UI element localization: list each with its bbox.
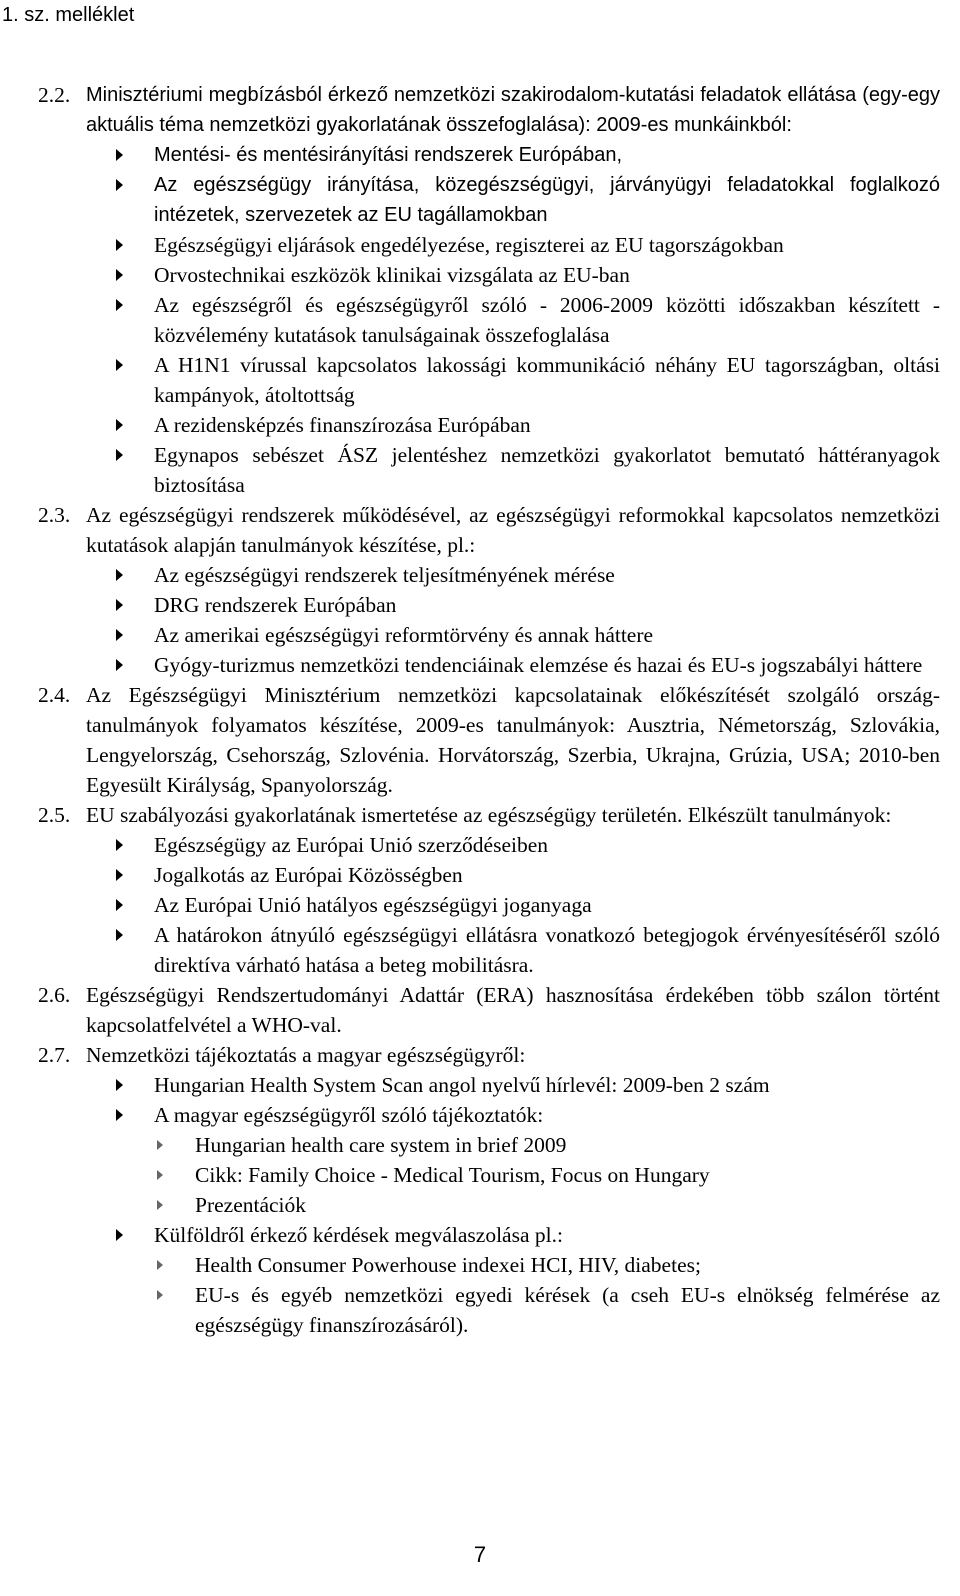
list-item-text: Az egészségügy irányítása, közegészségügyi, járványügyi feladatokkal foglalkozó intézetek, szervezetek az EU tagállamokban [154,174,940,226]
list-item [154,1070,940,1100]
list-item-text: Az amerikai egészségügyi reformtörvény és annak háttere [154,623,654,647]
list-item [154,620,940,650]
section-text: Nemzetközi tájékoztatás a magyar egészségügyről: [86,1043,526,1067]
section-text: EU szabályozási gyakorlatának ismertetése az egészségügy területén. Elkészült tanulmányok: [86,803,892,827]
section-number: 2.5. [38,803,71,827]
arrow-bullet-icon [116,149,123,161]
section-number: 2.3. [38,503,71,527]
arrow-bullet-icon [116,1109,123,1121]
list-item-text: Egynapos sebészet ÁSZ jelentéshez nemzetközi gyakorlatot bemutató háttéranyagok biztosítása [154,443,940,497]
list-item [154,290,940,350]
arrow-bullet-icon [157,1200,163,1210]
sub-list-item [195,1160,940,1190]
list-item-text: Egészségügy az Európai Unió szerződéseiben [154,833,549,857]
list-item [154,830,940,860]
section-number: 2.6. [38,983,71,1007]
sub-list-item-text: Prezentációk [195,1193,307,1217]
list-item-text: A H1N1 vírussal kapcsolatos lakossági kommunikáció néhány EU tagországban, oltási kampányok, átoltottság [154,353,940,407]
arrow-bullet-icon [116,1079,123,1091]
list-item [154,350,940,410]
list-item-text: Egészségügyi eljárások engedélyezése, regiszterei az EU tagországokban [154,233,784,257]
arrow-bullet-icon [116,869,123,881]
arrow-bullet-icon [157,1140,163,1150]
list-item-text: A rezidensképzés finanszírozása Európában [154,413,531,437]
list-item-text: Hungarian Health System Scan angol nyelvű hírlevél: 2009-ben 2 szám [154,1073,770,1097]
arrow-bullet-icon [157,1170,163,1180]
list-item-text: Az egészségről és egészségügyről szóló - 2006-2009 közötti időszakban készített - közvélemény kutatások tanulságainak összefoglalása [154,293,940,347]
document-body [0,80,960,1340]
arrow-bullet-icon [116,1229,123,1241]
arrow-bullet-icon [157,1290,163,1300]
section [0,500,960,680]
section-text: Minisztériumi megbízásból érkező nemzetközi szakirodalom-kutatási feladatok ellátása (egy-egy aktuális téma nemzetközi gyakorlatának összefoglalása): 2009-es munkáinkból: [86,84,940,136]
section-number: 2.2. [38,83,71,107]
list-item [154,1220,940,1250]
sub-list-item [195,1190,940,1220]
list-item-text: Mentési- és mentésirányítási rendszerek Európában, [154,144,623,166]
section [0,1040,960,1340]
list-item [154,920,940,980]
list-item-text: Orvostechnikai eszközök klinikai vizsgálata az EU-ban [154,263,630,287]
section-text: Az Egészségügyi Minisztérium nemzetközi kapcsolatainak előkészítését szolgáló ország-tanulmányok folyamatos készítése, 2009-es tanulmányok: Ausztria, Németország, Szlovákia, Lengyelország, Csehország, Szlovénia. Horvátország, Szerbia, Ukrajna, Grúzia, USA; 2010-ben Egyesült Királyság, Spanyolország. [86,683,940,797]
section-number: 2.7. [38,1043,71,1067]
arrow-bullet-icon [116,269,123,281]
sub-list-item-text: Health Consumer Powerhouse indexei HCI, HIV, diabetes; [195,1253,701,1277]
list-item-text: DRG rendszerek Európában [154,593,397,617]
list-item-text: Jogalkotás az Európai Közösségben [154,863,463,887]
arrow-bullet-icon [116,659,123,671]
list-item-text: Az egészségügyi rendszerek teljesítményének mérése [154,563,615,587]
list-item [154,140,940,170]
arrow-bullet-icon [116,449,123,461]
section [0,80,960,500]
list-item [154,260,940,290]
arrow-bullet-icon [116,629,123,641]
list-item [154,440,940,500]
section [0,800,960,980]
arrow-bullet-icon [116,569,123,581]
list-item [154,230,940,260]
sub-list-item-text: Hungarian health care system in brief 2009 [195,1133,567,1157]
sub-list-item [195,1280,940,1340]
list-item [154,860,940,890]
list-item-text: Az Európai Unió hatályos egészségügyi joganyaga [154,893,592,917]
page-number: 7 [473,1542,487,1567]
list-item [154,590,940,620]
arrow-bullet-icon [116,599,123,611]
section [0,980,960,1040]
list-item [154,560,940,590]
annex-label: 1. sz. melléklet [2,4,135,26]
arrow-bullet-icon [116,239,123,251]
sub-list-item-text: Cikk: Family Choice - Medical Tourism, Focus on Hungary [195,1163,710,1187]
list-item-text: Gyógy-turizmus nemzetközi tendenciáinak elemzése és hazai és EU-s jogszabályi háttere [154,653,923,677]
arrow-bullet-icon [116,299,123,311]
arrow-bullet-icon [116,929,123,941]
section-number: 2.4. [38,683,71,707]
list-item [154,890,940,920]
arrow-bullet-icon [116,179,123,191]
sub-list-item [195,1250,940,1280]
list-item-text: A magyar egészségügyről szóló tájékoztatók: [154,1103,544,1127]
arrow-bullet-icon [116,359,123,371]
list-item [154,650,940,680]
arrow-bullet-icon [157,1260,163,1270]
arrow-bullet-icon [116,899,123,911]
sub-list-item [195,1130,940,1160]
list-item-text: Külföldről érkező kérdések megválaszolása pl.: [154,1223,563,1247]
list-item [154,410,940,440]
section [0,680,960,800]
list-item [154,1100,940,1130]
sub-list-item-text: EU-s és egyéb nemzetközi egyedi kérések (a cseh EU-s elnökség felmérése az egészségügy finanszírozásáról). [195,1283,940,1337]
list-item-text: A határokon átnyúló egészségügyi ellátásra vonatkozó betegjogok érvényesítéséről szóló direktíva várható hatása a beteg mobilitásra. [154,923,940,977]
section-text: Egészségügyi Rendszertudományi Adattár (ERA) hasznosítása érdekében több szálon történt kapcsolatfelvétel a WHO-val. [86,983,940,1037]
section-text: Az egészségügyi rendszerek működésével, az egészségügyi reformokkal kapcsolatos nemzetközi kutatások alapján tanulmányok készítése, pl.: [86,503,940,557]
arrow-bullet-icon [116,839,123,851]
arrow-bullet-icon [116,419,123,431]
list-item [154,170,940,230]
